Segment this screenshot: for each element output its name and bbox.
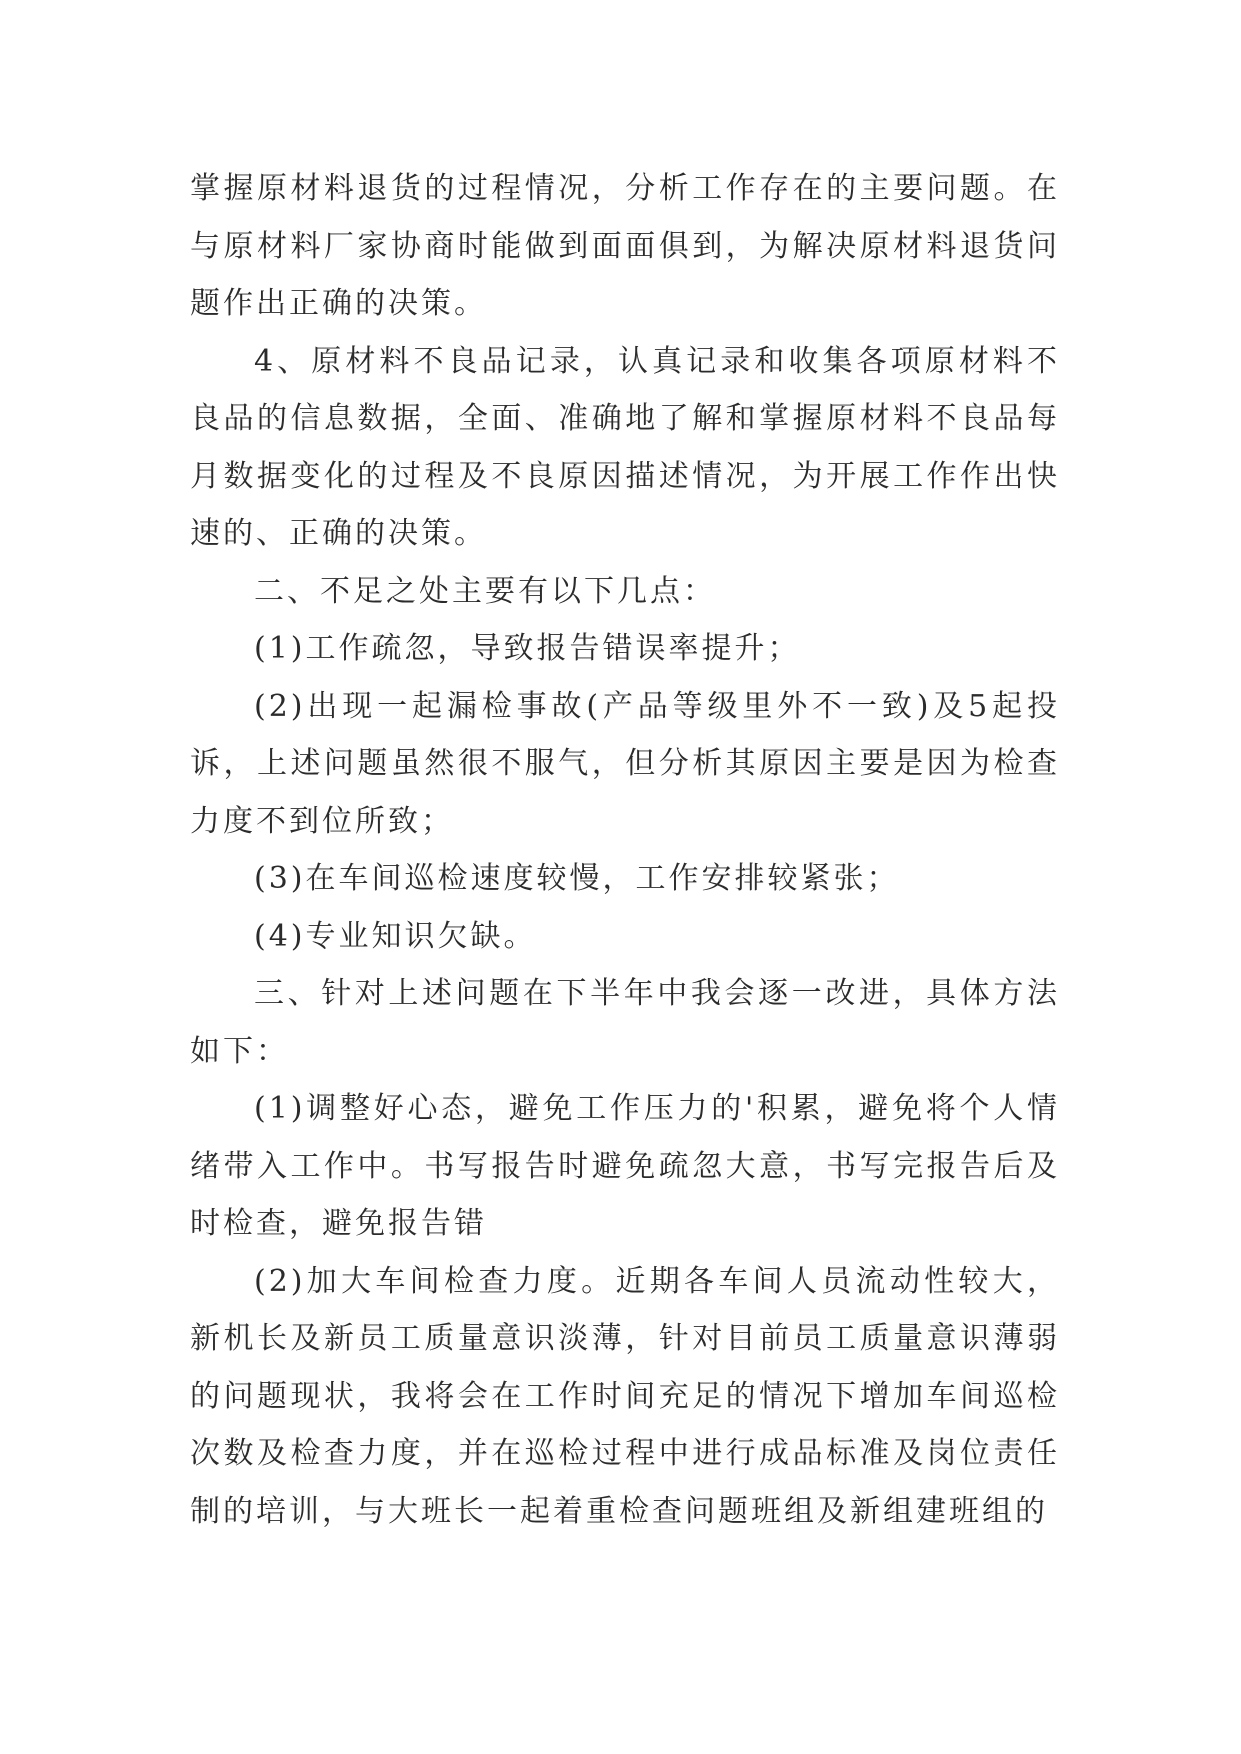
section-heading-shortcomings: 二、不足之处主要有以下几点：: [254, 573, 716, 609]
document-body: [190, 160, 1060, 1540]
shortcoming-item-4: (4)专业知识欠缺。: [254, 918, 537, 954]
shortcoming-item-2: (2)出现一起漏检事故(产品等级里外不一致)及5起投诉，上述问题虽然很不服气，但分析其原因主要是因为检查力度不到位所致；: [190, 688, 1060, 839]
improvement-item-1: (1)调整好心态，避免工作压力的'积累，避免将个人情绪带入工作中。书写报告时避免疏忽大意，书写完报告后及时检查，避免报告错: [190, 1091, 1060, 1241]
shortcoming-item-3: (3)在车间巡检速度较慢，工作安排较紧张；: [254, 861, 900, 896]
shortcoming-item-1: (1)工作疏忽，导致报告错误率提升；: [254, 631, 801, 666]
section-heading-improvements: 三、针对上述问题在下半年中我会逐一改进，具体方法如下：: [190, 976, 1060, 1069]
improvement-item-2: (2)加大车间检查力度。近期各车间人员流动性较大，新机长及新员工质量意识淡薄，针对目前员工质量意识薄弱的问题现状，我将会在工作时间充足的情况下增加车间巡检次数及检查力度，并在巡检过程中进行成品标准及岗位责任制的培训，与大班长一起着重检查问题班组及新组建班组的: [190, 1263, 1060, 1529]
paragraph-return-materials: 掌握原材料退货的过程情况，分析工作存在的主要问题。在与原材料厂家协商时能做到面面俱到，为解决原材料退货问题作出正确的决策。: [190, 171, 1060, 321]
paragraph-defect-records: 4、原材料不良品记录，认真记录和收集各项原材料不良品的信息数据，全面、准确地了解和掌握原材料不良品每月数据变化的过程及不良原因描述情况，为开展工作作出快速的、正确的决策。: [190, 343, 1060, 551]
